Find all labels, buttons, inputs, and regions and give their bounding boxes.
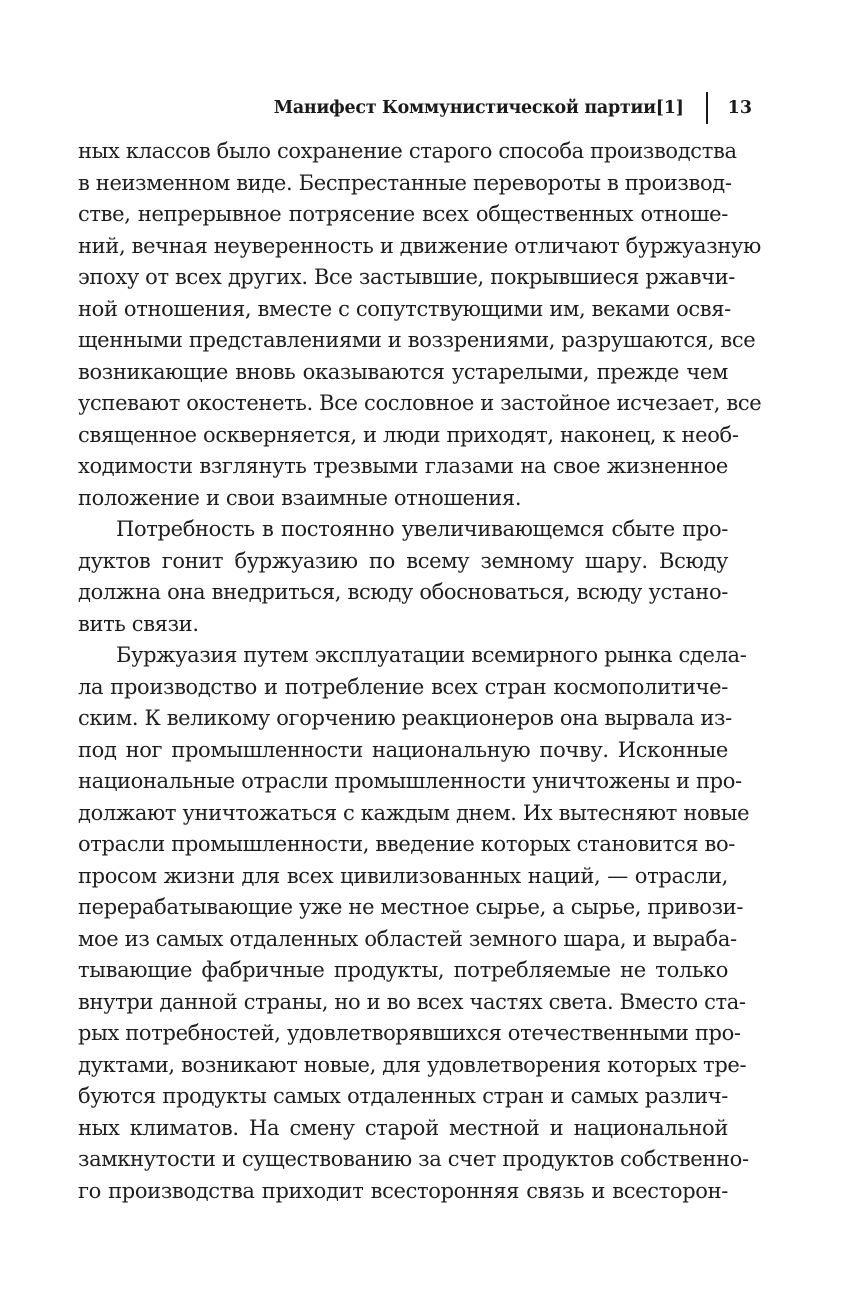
running-title: Манифест Коммунистической партии[1] (273, 98, 684, 118)
text-line: ским. К великому огорчению реакционеров она вырвала из- (78, 706, 732, 730)
text-line: священное оскверняется, и люди приходят, наконец, к необ- (78, 422, 739, 447)
text-line: ла производство и потребление всех стран космополитиче- (78, 674, 728, 699)
text-line: внутри данной страны, но и во всех частях света. Вместо ста- (78, 989, 746, 1014)
text-line: перерабатывающие уже не местное сырье, а сырье, привози- (78, 895, 744, 919)
text-line: стве, непрерывное потрясение всех общественных отноше- (78, 202, 728, 226)
text-line: эпоху от всех других. Все застывшие, покрывшиеся ржавчи- (78, 265, 736, 289)
running-header (274, 92, 752, 124)
text-line: дуктов гонит буржуазию по всему земному шару. Всюду (78, 548, 728, 573)
text-line: ных классов было сохранение старого способа производства (78, 139, 737, 163)
text-line: национальные отрасли промышленности уничтожены и про- (78, 769, 742, 793)
text-line: щенными представлениями и воззрениями, разрушаются, все (78, 328, 756, 352)
text-line: должна она внедриться, всюду обосноваться, всюду устано- (78, 580, 728, 604)
text-line: мое из самых отдаленных областей земного шара, и выраба- (78, 926, 737, 951)
paragraph (78, 640, 750, 1207)
text-line: ний, вечная неуверенность и движение отличают буржуазную (78, 233, 761, 258)
text-line: Потребность в постоянно увеличивающемся сбыте про- (116, 517, 728, 541)
text-line: Буржуазия путем эксплуатации всемирного рынка сдела- (116, 643, 747, 667)
text-line: дуктами, возникают новые, для удовлетворения которых тре- (78, 1052, 747, 1077)
text-line: буются продукты самых отдаленных стран и самых различ- (78, 1084, 728, 1108)
text-line: отрасли промышленности, введение которых становится во- (78, 832, 735, 856)
text-line: тывающие фабричные продукты, потребляемые не только (78, 958, 728, 982)
text-line: ной отношения, вместе с сопутствующими им, веками освя- (78, 296, 731, 321)
text-line: ходимости взглянуть трезвыми глазами на свое жизненное (78, 454, 728, 478)
header-divider (706, 92, 708, 124)
text-line: вить связи. (78, 611, 199, 636)
paragraph (78, 514, 728, 640)
body-text (78, 136, 762, 1207)
paragraph (78, 136, 762, 514)
text-line: успевают окостенеть. Все сословное и застойное исчезает, все (78, 391, 762, 415)
page-number: 13 (727, 98, 752, 118)
text-line: го производства приходит всесторонняя связь и всесторон- (78, 1178, 728, 1203)
text-line: ных климатов. На смену старой местной и национальной (78, 1115, 728, 1140)
text-line: под ног промышленности национальную почву. Исконные (78, 737, 728, 762)
text-line: в неизменном виде. Беспрестанные перевороты в производ- (78, 170, 732, 195)
text-line: должают уничтожаться с каждым днем. Их вытесняют новые (78, 800, 750, 825)
text-line: возникающие вновь оказываются устарелыми, прежде чем (78, 359, 728, 384)
text-line: положение и свои взаимные отношения. (78, 485, 522, 510)
text-line: замкнутости и существованию за счет продуктов собственно- (78, 1147, 749, 1171)
text-line: рых потребностей, удовлетворявшихся отечественными про- (78, 1021, 741, 1045)
text-line: просом жизни для всех цивилизованных наций, — отрасли, (78, 863, 728, 888)
